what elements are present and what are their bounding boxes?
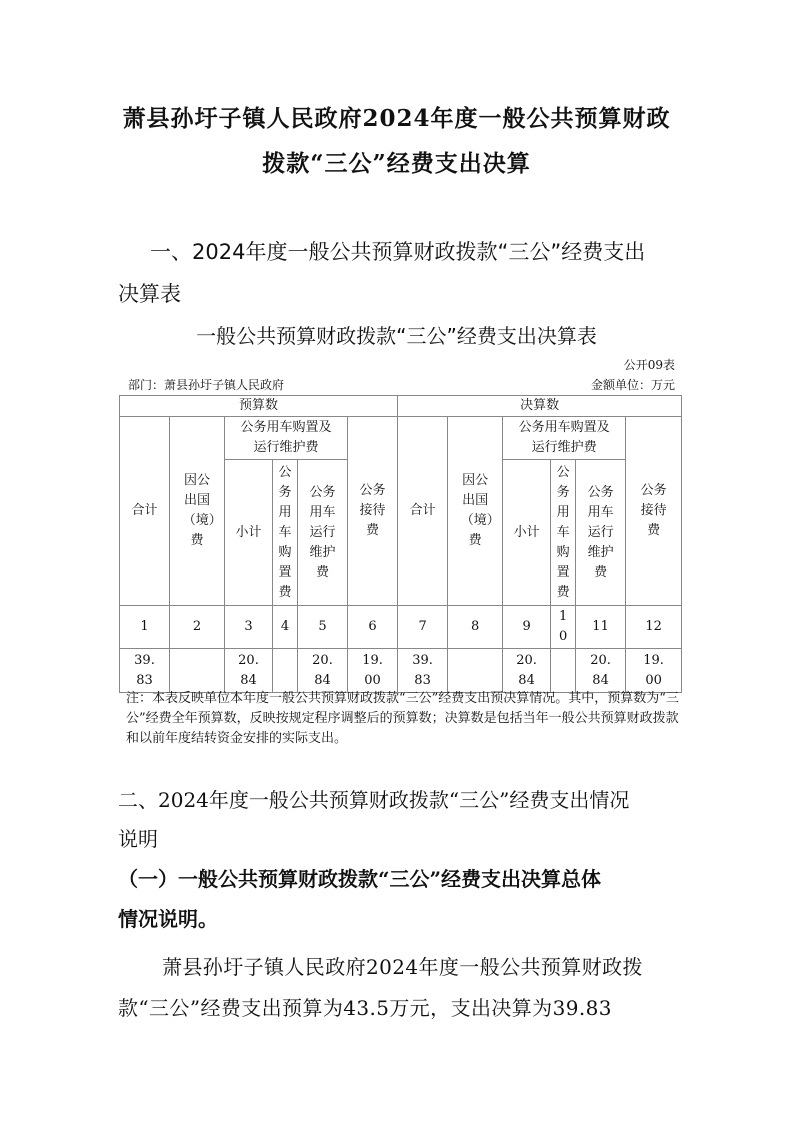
budget-abroad-header: 因公出国（境）费 (170, 417, 225, 606)
final-abroad-header: 因公出国（境）费 (448, 417, 503, 606)
index-cell: 7 (398, 606, 448, 649)
index-cell: 4 (273, 606, 298, 649)
table-note: 注：本表反映单位本年度一般公共预算财政拨款“三公”经费支出预决算情况。其中，预算数为“三公”经费全年预算数，反映按规定程序调整后的预算数；决算数是包括当年一般公共预算财政拨款和以前年度结转资金安排的实际支出。 (126, 691, 679, 746)
table-value-row (120, 649, 682, 693)
unit-label: 金额单位：万元 (590, 378, 675, 392)
value-cell: 39.83 (120, 649, 170, 693)
final-operation-header: 公务用车运行维护费 (576, 460, 626, 606)
table-index-row (120, 606, 682, 649)
index-cell: 5 (298, 606, 348, 649)
table-code: 公开09表 (623, 358, 675, 372)
final-reception-header: 公务接待费 (626, 417, 682, 606)
value-cell: 20.84 (225, 649, 273, 693)
body-line-2: 款“三公”经费支出预算为43.5万元，支出决算为39.83 (118, 996, 612, 1020)
budget-purchase-header: 公务用车购置费 (273, 460, 298, 606)
document-title-line-2: 拨款“三公”经费支出决算 (262, 150, 531, 177)
value-cell (551, 649, 576, 693)
section-1-heading-line-2: 决算表 (118, 282, 181, 306)
value-cell: 20.84 (298, 649, 348, 693)
index-cell: 9 (503, 606, 551, 649)
value-cell (170, 649, 225, 693)
index-cell: 6 (348, 606, 398, 649)
final-total-header: 合计 (398, 417, 448, 606)
three-public-expenses-table (119, 395, 682, 693)
sub-heading-line-2: 情况说明。 (118, 907, 218, 931)
final-vehicle-header: 公务用车购置及运行维护费 (503, 417, 626, 460)
section-2-heading-line-2: 说明 (118, 827, 158, 851)
final-group-header: 决算数 (398, 396, 682, 417)
index-cell: 3 (225, 606, 273, 649)
value-cell: 19.00 (348, 649, 398, 693)
budget-operation-header: 公务用车运行维护费 (298, 460, 348, 606)
index-cell: 11 (576, 606, 626, 649)
section-2-heading-line-1: 二、2024年度一般公共预算财政拨款“三公”经费支出情况 (118, 788, 630, 812)
index-cell: 10 (551, 606, 576, 649)
value-cell: 39.83 (398, 649, 448, 693)
index-cell: 1 (120, 606, 170, 649)
table-group-header-row (120, 396, 682, 417)
department-label: 部门：萧县孙圩子镇人民政府 (128, 378, 285, 392)
sub-heading-line-1: （一）一般公共预算财政拨款“三公”经费支出决算总体 (118, 867, 602, 891)
body-line-1: 萧县孙圩子镇人民政府2024年度一般公共预算财政拨 (162, 955, 643, 979)
final-purchase-header: 公务用车购置费 (551, 460, 576, 606)
document-title-line-1: 萧县孙圩子镇人民政府2024年度一般公共预算财政 (122, 105, 671, 132)
index-cell: 12 (626, 606, 682, 649)
value-cell: 19.00 (626, 649, 682, 693)
value-cell (448, 649, 503, 693)
section-1-heading-line-1: 一、2024年度一般公共预算财政拨款“三公”经费支出 (150, 240, 646, 264)
table-title: 一般公共预算财政拨款“三公”经费支出决算表 (196, 324, 597, 348)
budget-group-header: 预算数 (120, 396, 398, 417)
budget-vehicle-header: 公务用车购置及运行维护费 (225, 417, 348, 460)
value-cell: 20.84 (503, 649, 551, 693)
index-cell: 2 (170, 606, 225, 649)
value-cell: 20.84 (576, 649, 626, 693)
final-subtotal-header: 小计 (503, 460, 551, 606)
value-cell (273, 649, 298, 693)
budget-total-header: 合计 (120, 417, 170, 606)
index-cell: 8 (448, 606, 503, 649)
table-sub-header-row (120, 417, 682, 460)
budget-subtotal-header: 小计 (225, 460, 273, 606)
budget-reception-header: 公务接待费 (348, 417, 398, 606)
